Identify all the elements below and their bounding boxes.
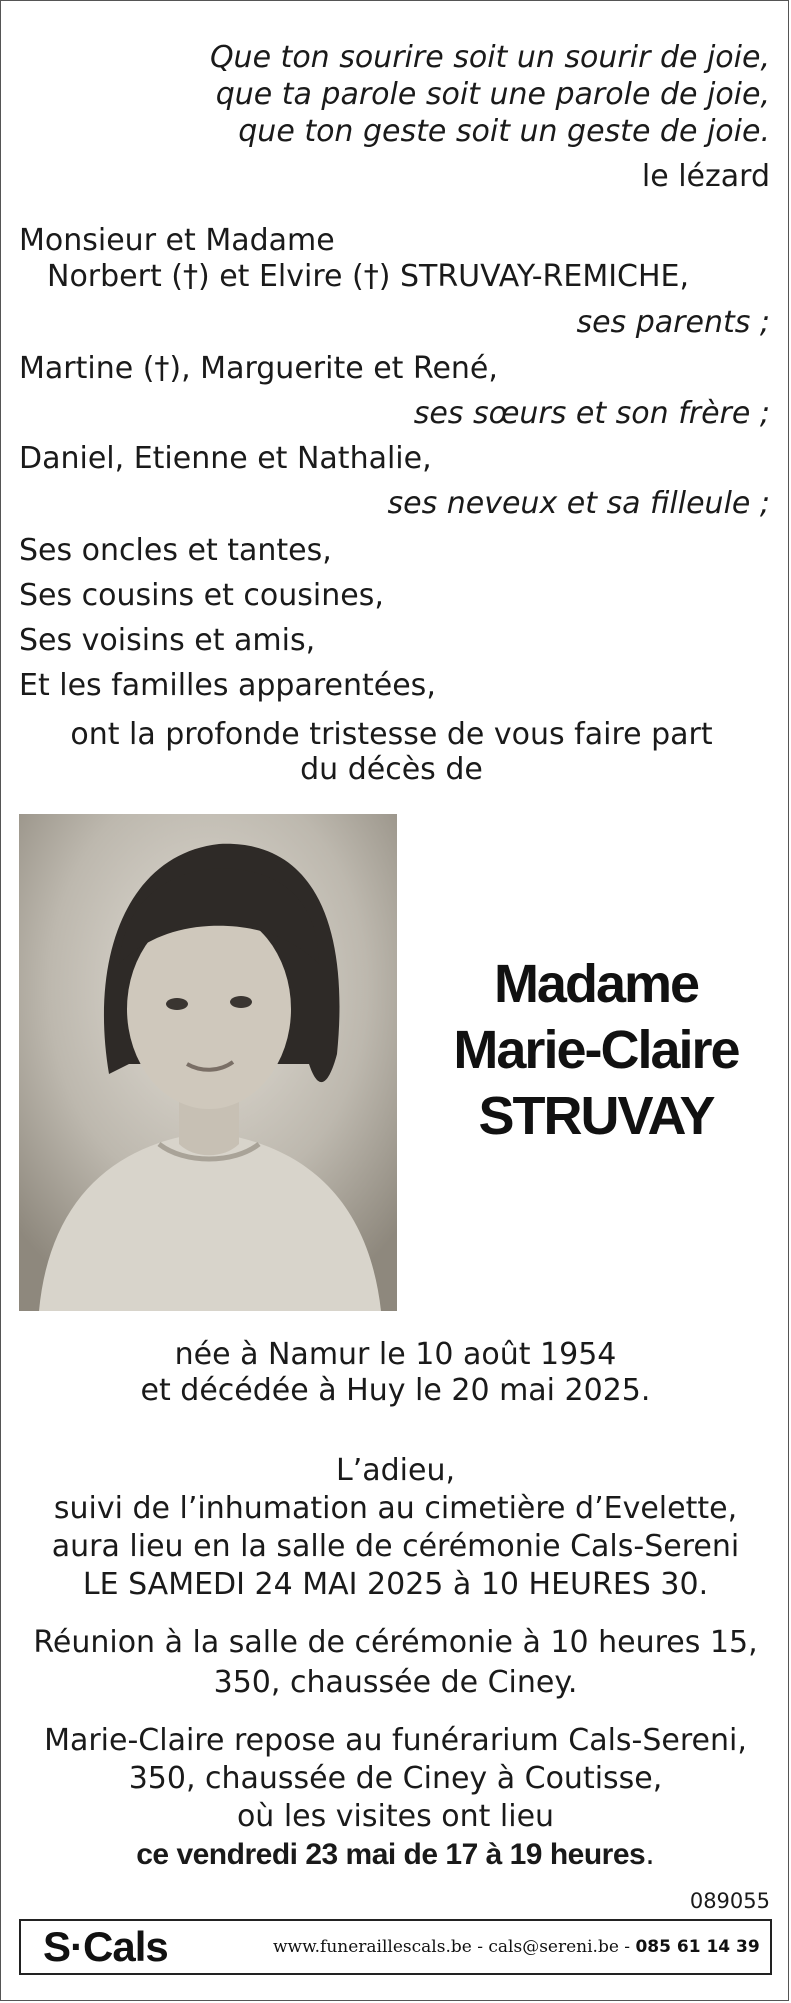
parents-intro: Monsieur et Madame bbox=[19, 223, 335, 258]
visits-line-3: où les visites ont lieu bbox=[236, 1799, 555, 1834]
announce-line-1: ont la profonde tristesse de vous faire part bbox=[70, 717, 713, 752]
contact-line bbox=[243, 1937, 760, 1957]
death-line: et décédée à Huy le 20 mai 2025. bbox=[140, 1373, 651, 1408]
parents-names: Norbert (†) et Elvire (†) STRUVAY-REMICHE, bbox=[47, 259, 690, 294]
footer-bar bbox=[19, 1919, 772, 1975]
separator: - bbox=[618, 1937, 636, 1957]
deceased-first-name: Marie-Claire bbox=[453, 1020, 739, 1080]
siblings-role: ses sœurs et son frère ; bbox=[413, 396, 770, 431]
visits-line-2: 350, chaussée de Ciney à Coutisse, bbox=[128, 1761, 663, 1796]
deceased-title: Madame bbox=[493, 954, 699, 1014]
birth-line: née à Namur le 10 août 1954 bbox=[174, 1337, 617, 1372]
reunion-line-2: 350, chaussée de Ciney. bbox=[213, 1665, 578, 1700]
siblings-names: Martine (†), Marguerite et René, bbox=[19, 351, 498, 386]
portrait-photo bbox=[19, 814, 397, 1311]
others-line: Ses voisins et amis, bbox=[19, 623, 316, 658]
poem-author: le lézard bbox=[641, 159, 770, 194]
visits-line-end: . bbox=[645, 1837, 655, 1872]
ceremony-line-2: suivi de l’inhumation au cimetière d’Evelette, bbox=[53, 1491, 738, 1526]
deceased-last-name: STRUVAY bbox=[478, 1086, 714, 1146]
nephews-role: ses neveux et sa filleule ; bbox=[387, 486, 770, 521]
nephews-names: Daniel, Etienne et Nathalie, bbox=[19, 441, 432, 476]
deceased-name bbox=[421, 951, 771, 1149]
cals-logo: S·Cals bbox=[43, 1923, 168, 1970]
others-line: Ses cousins et cousines, bbox=[19, 578, 384, 613]
ceremony-line-4: LE SAMEDI 24 MAI 2025 à 10 HEURES 30. bbox=[82, 1567, 709, 1602]
portrait-illustration bbox=[19, 814, 397, 1311]
visits-date: ce vendredi 23 mai de 17 à 19 heures bbox=[136, 1838, 646, 1871]
ceremony-line-3: aura lieu en la salle de cérémonie Cals-Sereni bbox=[51, 1529, 740, 1564]
ceremony-line-1: L’adieu, bbox=[335, 1453, 456, 1488]
others-line: Ses oncles et tantes, bbox=[19, 533, 332, 568]
others-line: Et les familles apparentées, bbox=[19, 668, 436, 703]
reference-number: 089055 bbox=[689, 1889, 770, 1913]
visits-line-1: Marie-Claire repose au funérarium Cals-Sereni, bbox=[44, 1723, 747, 1758]
announce-line-2: du décès de bbox=[300, 752, 483, 787]
separator: - bbox=[471, 1937, 489, 1957]
email-link[interactable]: cals@sereni.be bbox=[488, 1937, 619, 1957]
parents-role: ses parents ; bbox=[576, 305, 770, 340]
visits-line-4 bbox=[1, 1837, 790, 1873]
website-link[interactable]: www.funeraillescals.be bbox=[273, 1937, 472, 1957]
poem-line-3: que ton geste soit un geste de joie. bbox=[238, 114, 770, 149]
poem-line-1: Que ton sourire soit un sourir de joie, bbox=[209, 40, 770, 75]
poem-line-2: que ta parole soit une parole de joie, bbox=[215, 77, 770, 112]
phone-number: 085 61 14 39 bbox=[635, 1937, 760, 1957]
reunion-line-1: Réunion à la salle de cérémonie à 10 heures 15, bbox=[33, 1625, 758, 1660]
